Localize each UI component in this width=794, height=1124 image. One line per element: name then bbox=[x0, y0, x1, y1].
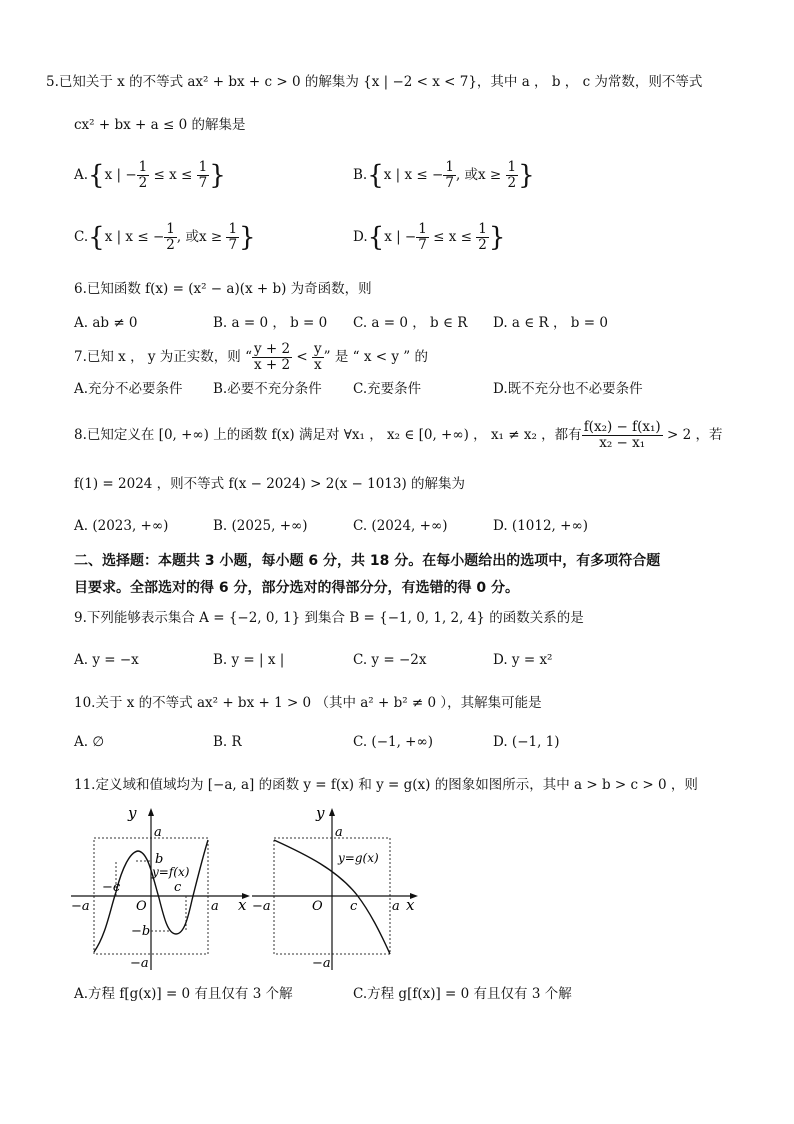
q9-option-b[interactable]: B. y = | x | bbox=[213, 652, 285, 668]
q10-option-c[interactable]: C. (−1, +∞) bbox=[353, 734, 434, 750]
q8-option-a[interactable]: A. (2023, +∞) bbox=[74, 518, 169, 534]
q7-option-d[interactable]: D.既不充分也不必要条件 bbox=[493, 381, 643, 397]
section-2-header-line2: 目要求。全部选对的得 6 分，部分选对的得部分分，有选错的得 0 分。 bbox=[74, 580, 519, 596]
q6-option-b[interactable]: B. a = 0 ， b = 0 bbox=[213, 315, 328, 331]
q7-stem: 7.已知 x ， y 为正实数，则 “ $\frac{y + 2}{x + 2}$ < $\frac{y}{x}$ ” 是 “ x < y ” 的 bbox=[74, 341, 428, 373]
graph-f-a-top: a bbox=[154, 825, 162, 840]
graph-f-a-right: a bbox=[211, 899, 219, 914]
q5-option-c[interactable]: C.{x | x ≤ − $\frac{1}{2}$ , 或x ≥ $\frac{1}{7}$ } bbox=[74, 221, 256, 253]
graph-f bbox=[66, 800, 266, 975]
graph-g-a-bottom: −a bbox=[312, 956, 331, 971]
q7-option-c[interactable]: C.充要条件 bbox=[353, 381, 422, 397]
q11-option-c[interactable]: C.方程 g[f(x)] = 0 有且仅有 3 个解 bbox=[353, 986, 572, 1002]
q6-stem: 6.已知函数 f(x) = (x² − a)(x + b) 为奇函数，则 bbox=[74, 281, 372, 297]
graph-g-c-label: c bbox=[350, 899, 358, 914]
graph-f-function-label: y=f(x) bbox=[152, 865, 190, 879]
graph-f-a-left: −a bbox=[71, 899, 90, 914]
graph-f-c-label: c bbox=[174, 880, 182, 895]
q5-stem-line1: 5.已知关于 x 的不等式 ax² + bx + c > 0 的解集为 {x | −2 < x < 7}，其中 a ， b ， c 为常数，则不等式 bbox=[46, 74, 703, 90]
graph-g-y-arrow bbox=[329, 808, 335, 816]
q10-option-a[interactable]: A. ∅ bbox=[74, 734, 105, 750]
q11-stem: 11.定义域和值域均为 [−a, a] 的函数 y = f(x) 和 y = g(x) 的图象如图所示，其中 a > b > c > 0 ，则 bbox=[74, 777, 698, 793]
q8-option-c[interactable]: C. (2024, +∞) bbox=[353, 518, 448, 534]
graph-f-x-label: x bbox=[238, 896, 247, 914]
q6-option-c[interactable]: C. a = 0 ， b ∈ R bbox=[353, 315, 468, 331]
q8-stem-line2: f(1) = 2024 ，则不等式 f(x − 2024) > 2(x − 1013) 的解集为 bbox=[74, 476, 466, 492]
graph-g-a-left: −a bbox=[252, 899, 271, 914]
q6-option-a[interactable]: A. ab ≠ 0 bbox=[74, 315, 138, 331]
q9-option-d[interactable]: D. y = x² bbox=[493, 652, 553, 668]
q9-option-a[interactable]: A. y = −x bbox=[74, 652, 139, 668]
q7-option-b[interactable]: B.必要不充分条件 bbox=[213, 381, 322, 397]
q5-stem-line2: cx² + bx + a ≤ 0 的解集是 bbox=[74, 117, 246, 133]
q9-option-c[interactable]: C. y = −2x bbox=[353, 652, 427, 668]
graph-g-function-label: y=g(x) bbox=[338, 851, 379, 865]
graph-g bbox=[252, 800, 432, 975]
graph-f-y-arrow bbox=[148, 808, 154, 816]
q8-stem-line1: 8.已知定义在 [0, +∞) 上的函数 f(x) 满足对 ∀x₁ ， x₂ ∈ [0, +∞) ， x₁ ≠ x₂ ，都有 $\frac{\text{f(x₂) − f(x₁)}}{\text{x₂ − x₁}}$ > 2 ，若 bbox=[74, 419, 723, 451]
q9-stem: 9.下列能够表示集合 A = {−2, 0, 1} 到集合 B = {−1, 0, 1, 2, 4} 的函数关系的是 bbox=[74, 610, 584, 626]
q10-stem: 10.关于 x 的不等式 ax² + bx + 1 > 0 （其中 a² + b² ≠ 0 ），其解集可能是 bbox=[74, 695, 542, 711]
graph-g-origin-label: O bbox=[312, 899, 323, 914]
graph-g-x-label: x bbox=[406, 896, 415, 914]
q5-option-b[interactable]: B.{x | x ≤ − $\frac{1}{7}$ , 或x ≥ $\frac{1}{2}$ } bbox=[353, 159, 535, 191]
q11-option-a[interactable]: A.方程 f[g(x)] = 0 有且仅有 3 个解 bbox=[74, 986, 293, 1002]
graph-f-neg-c-label: −c bbox=[102, 880, 121, 895]
q5-option-d[interactable]: D.{x | − $\frac{1}{7}$ ≤ x ≤ $\frac{1}{2}$ } bbox=[353, 221, 506, 253]
graph-f-origin-label: O bbox=[136, 899, 147, 914]
q10-option-d[interactable]: D. (−1, 1) bbox=[493, 734, 560, 750]
section-2-header-line1: 二、选择题：本题共 3 小题，每小题 6 分，共 18 分。在每小题给出的选项中，有多项符合题 bbox=[74, 553, 661, 569]
q8-option-d[interactable]: D. (1012, +∞) bbox=[493, 518, 588, 534]
q8-option-b[interactable]: B. (2025, +∞) bbox=[213, 518, 308, 534]
graph-f-b-label: b bbox=[155, 852, 164, 867]
graph-g-a-top: a bbox=[335, 825, 343, 840]
q6-option-d[interactable]: D. a ∈ R ， b = 0 bbox=[493, 315, 608, 331]
graph-g-a-right: a bbox=[392, 899, 400, 914]
graph-f-a-bottom: −a bbox=[130, 956, 149, 971]
q5-option-a[interactable]: A.{x | − $\frac{1}{2}$ ≤ x ≤ $\frac{1}{7}$ } bbox=[74, 159, 226, 191]
q7-option-a[interactable]: A.充分不必要条件 bbox=[74, 381, 183, 397]
graph-f-neg-b-label: −b bbox=[131, 924, 151, 939]
q10-option-b[interactable]: B. R bbox=[213, 734, 242, 750]
graph-f-y-label: y bbox=[128, 804, 137, 822]
graph-g-y-label: y bbox=[316, 804, 325, 822]
